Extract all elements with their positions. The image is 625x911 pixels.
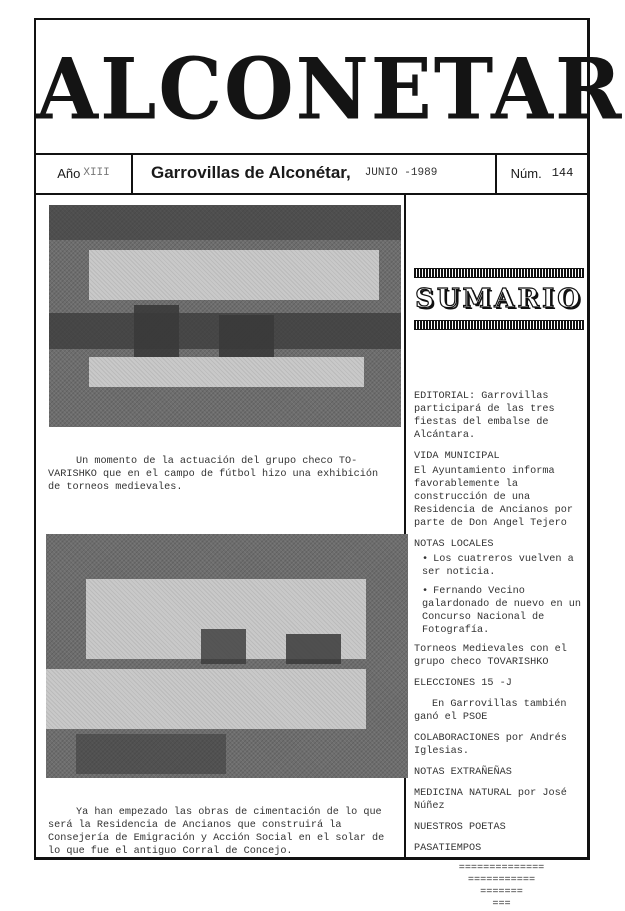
photo-medieval-tournament — [49, 205, 401, 427]
sumario-item: El Ayuntamiento informa favorablemente la construcción de una Residencia de Ancianos por parte de Don Angel Tejero — [414, 466, 573, 529]
decorative-rule-top — [414, 268, 584, 278]
photo-caption-1: Un momento de la actuación del grupo checo TO-VARISHKO que en el campo de fútbol hizo una exhibición de torneos medievales. — [48, 456, 379, 493]
newspaper-frame — [34, 18, 624, 910]
sumario-title: SUMARIO — [415, 284, 583, 314]
issue-info-bar — [36, 153, 587, 195]
number-label: Núm. — [510, 165, 542, 181]
issue-date: JUNIO -1989 — [364, 167, 438, 179]
sumario-item: NOTAS EXTRAÑEÑAS — [414, 767, 512, 778]
rider-silhouette-1 — [134, 305, 179, 360]
sumario-subitem: • Fernando Vecino galardonado de nuevo en un Concurso Nacional de Fotografía. — [414, 585, 589, 637]
issue-number-cell — [497, 153, 587, 193]
sumario-item: NUESTROS POETAS — [414, 822, 506, 833]
ornament-line: === — [492, 899, 511, 910]
photo-field-area — [89, 357, 364, 387]
photo-building — [201, 629, 246, 664]
photo-ground-area — [46, 669, 366, 729]
sumario-item: En Garrovillas también ganó el PSOE — [414, 699, 567, 723]
photo-light-area — [89, 250, 379, 300]
town-name: Garrovillas de Alconétar, — [151, 163, 351, 182]
place-date-cell — [133, 153, 497, 193]
sumario-header — [414, 268, 584, 330]
sumario-item: PASATIEMPOS — [414, 843, 482, 854]
sumario-item: EDITORIAL: Garrovillas participará de las tres fiestas del embalse de Alcántara. — [414, 391, 555, 441]
sumario-section: NOTAS LOCALES — [414, 539, 494, 550]
photo-caption-2: Ya han empezado las obras de cimentación de lo que será la Residencia de Ancianos que construirá la Consejería de Emigración y Acción Social en el solar de lo que fue el antiguo Corral de Concejo. — [48, 807, 385, 857]
sumario-subitem: • Los cuatreros vuelven a ser noticia. — [414, 553, 589, 579]
photo-trees — [286, 634, 341, 664]
photo-sky-band — [49, 205, 401, 240]
closing-ornament — [414, 863, 589, 911]
sumario-section: ELECCIONES 15 -J — [414, 678, 512, 689]
newspaper-title: ALCONETAR — [36, 39, 624, 139]
year-label: Año — [57, 165, 81, 181]
photo-dark-foreground — [76, 734, 226, 774]
sumario-item: Torneos Medievales con el grupo checo TOVARISHKO — [414, 644, 567, 668]
issue-number: 144 — [551, 166, 574, 180]
masthead — [36, 20, 624, 155]
sumario-item: MEDICINA NATURAL por José Núñez — [414, 788, 567, 812]
photo-construction-site — [46, 534, 408, 778]
year-cell — [36, 153, 133, 193]
decorative-rule-bottom — [414, 320, 584, 330]
year-value: XIII — [83, 167, 110, 179]
sumario-item: COLABORACIONES por Andrés Iglesias. — [414, 733, 567, 757]
rider-silhouette-2 — [219, 315, 274, 360]
ornament-line: =========== — [467, 875, 536, 886]
ornament-line: ======= — [480, 887, 523, 898]
ornament-line: ============== — [458, 863, 545, 874]
sumario-list — [414, 390, 589, 911]
sumario-section: VIDA MUNICIPAL — [414, 451, 500, 462]
